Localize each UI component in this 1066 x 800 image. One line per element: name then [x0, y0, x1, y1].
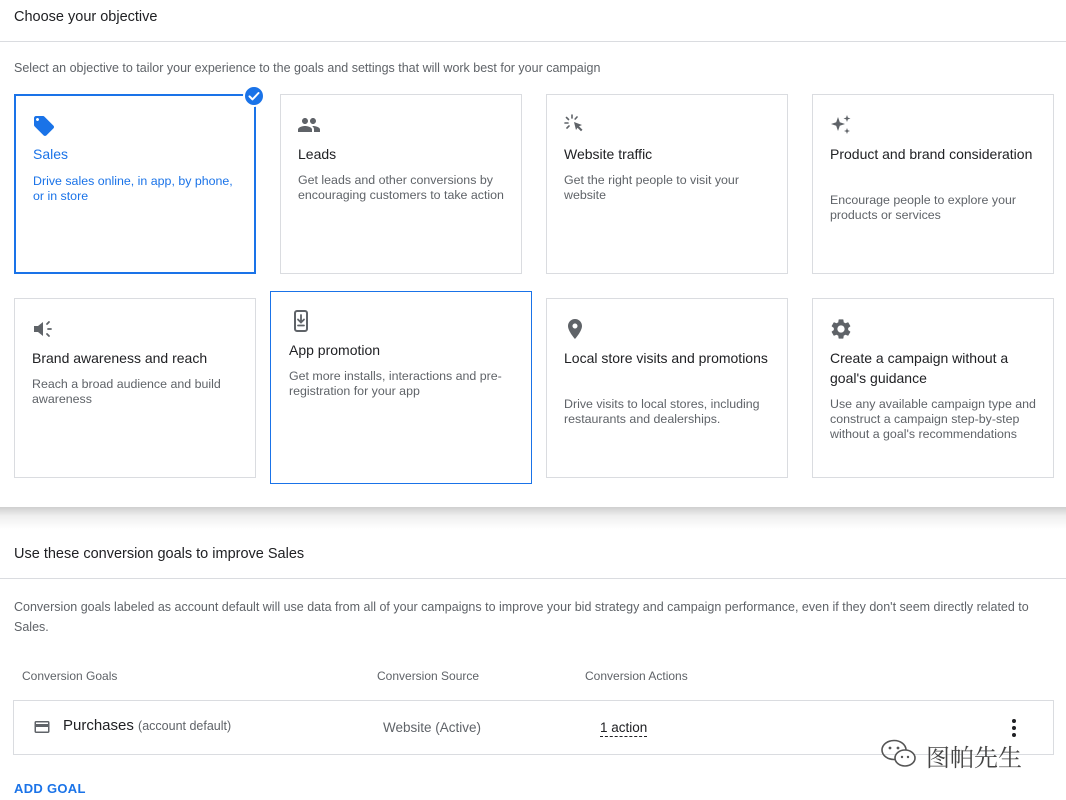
- column-header-conversion-source: Conversion Source: [377, 669, 480, 683]
- divider: [0, 41, 1066, 42]
- card-description: Drive visits to local stores, including restaurants and dealerships.: [564, 397, 760, 426]
- card-title: Create a campaign without a goal's guidance: [830, 350, 1009, 386]
- gear-icon: [829, 317, 853, 341]
- objective-card-website-traffic[interactable]: [546, 94, 788, 274]
- objective-card-no-goal[interactable]: [812, 298, 1054, 478]
- objective-section-title: Choose your objective: [14, 9, 158, 25]
- wechat-logo-icon: [880, 738, 918, 770]
- card-title: App promotion: [289, 342, 381, 358]
- objective-card-brand-awareness[interactable]: [14, 298, 256, 478]
- card-title: Local store visits and promotions: [564, 350, 768, 366]
- column-header-conversion-goals: Conversion Goals: [22, 669, 118, 683]
- goal-name-text: Purchases: [63, 717, 134, 734]
- conversion-goals-subtitle: Conversion goals labeled as account default will use data from all of your campaigns to improve your bid strategy and campaign performance, even if they don't seem directly related to Sales.: [14, 600, 1029, 634]
- people-icon: [297, 113, 321, 137]
- sparkle-icon: [829, 113, 853, 137]
- more-options-icon[interactable]: [1005, 718, 1023, 738]
- card-title: Website traffic: [564, 146, 653, 162]
- location-pin-icon: [563, 317, 587, 341]
- tag-icon: [32, 114, 56, 138]
- objective-card-local-store-visits[interactable]: [546, 298, 788, 478]
- card-description: Drive sales online, in app, by phone, or in store: [33, 174, 233, 203]
- conversion-source: Website (Active): [383, 720, 482, 735]
- card-description: Get the right people to visit your website: [564, 173, 739, 202]
- section-divider: [0, 507, 1066, 529]
- card-title: Brand awareness and reach: [32, 350, 208, 366]
- objective-card-app-promotion[interactable]: [270, 291, 532, 484]
- goal-name: [63, 717, 231, 734]
- objective-section-subtitle: Select an objective to tailor your experience to the goals and settings that will work best for your campaign: [14, 61, 601, 75]
- cursor-click-icon: [563, 113, 587, 137]
- phone-download-icon: [289, 309, 313, 333]
- selected-check-icon: [243, 85, 265, 107]
- objective-card-product-brand-consideration[interactable]: [812, 94, 1054, 274]
- card-description: Get leads and other conversions by encouraging customers to take action: [298, 173, 504, 202]
- card-title: Sales: [33, 146, 69, 162]
- card-description: Get more installs, interactions and pre-registration for your app: [289, 369, 502, 398]
- account-default-tag: (account default): [138, 719, 232, 733]
- card-description: Use any available campaign type and construct a campaign step-by-step without a goal's recommendations: [830, 397, 1036, 441]
- card-title: Product and brand consideration: [830, 146, 1033, 162]
- objective-card-sales[interactable]: [14, 94, 256, 274]
- divider: [0, 578, 1066, 579]
- conversion-goals-title: Use these conversion goals to improve Sales: [14, 546, 305, 562]
- card-description: Encourage people to explore your products or services: [830, 193, 1016, 222]
- card-title: Leads: [298, 146, 337, 162]
- card-description: Reach a broad audience and build awareness: [32, 377, 221, 406]
- megaphone-icon: [31, 317, 55, 341]
- column-header-conversion-actions: Conversion Actions: [585, 669, 688, 683]
- watermark-text: 图帕先生: [926, 744, 1022, 772]
- conversion-actions-link[interactable]: 1 action: [600, 720, 648, 735]
- add-goal-button[interactable]: ADD GOAL: [14, 781, 86, 796]
- objective-card-leads[interactable]: [280, 94, 522, 274]
- credit-card-icon: [33, 718, 51, 736]
